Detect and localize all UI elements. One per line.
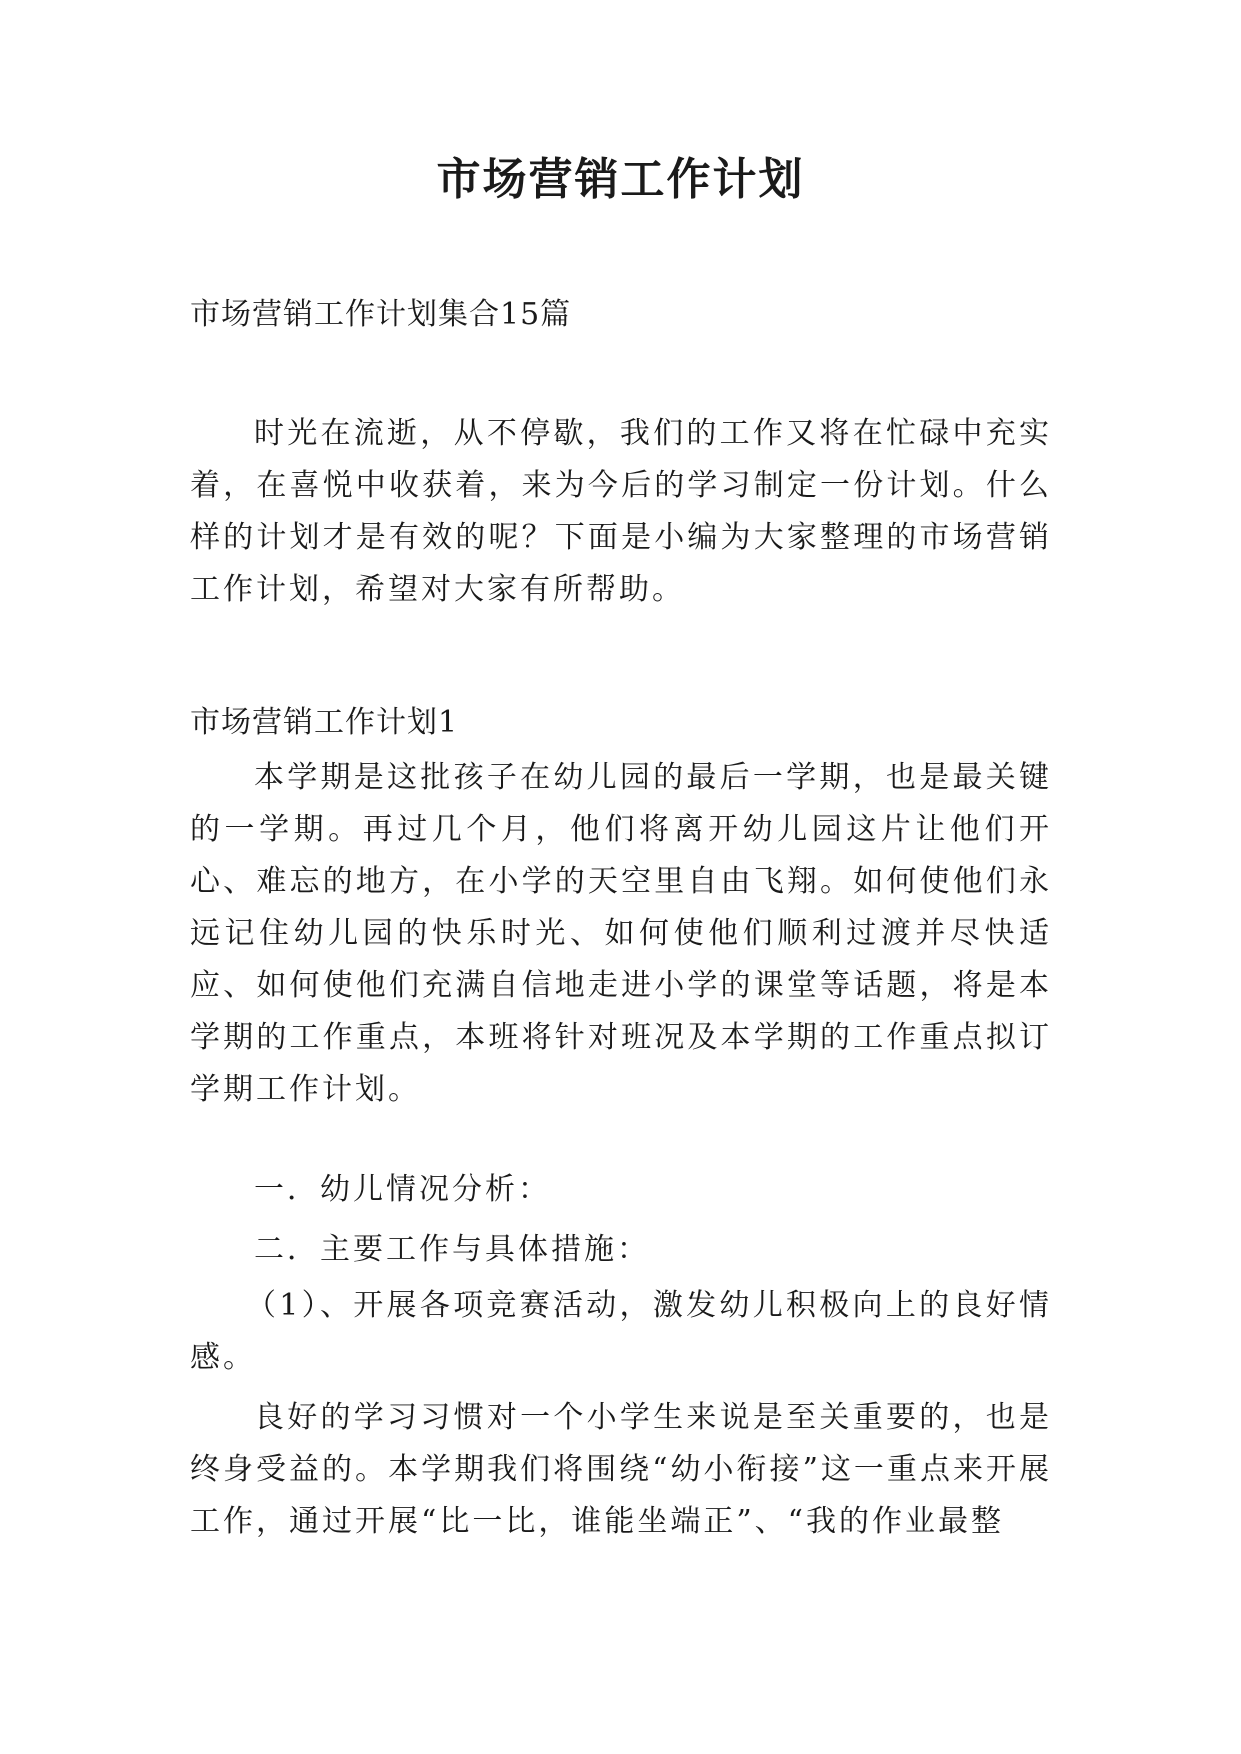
body-paragraph-2: 良好的学习习惯对一个小学生来说是至关重要的，也是终身受益的。本学期我们将围绕“幼小衔接”这一重点来开展工作，通过开展“比一比，谁能坐端正”、“我的作业最整 xyxy=(190,1400,1052,1539)
list-item-3: （1）、开展各项竞赛活动，激发幼儿积极向上的良好情感。 xyxy=(190,1288,1052,1375)
list-item-1: 一．幼儿情况分析： xyxy=(254,1172,551,1207)
document-subtitle: 市场营销工作计划集合15篇 xyxy=(190,297,572,332)
document-title: 市场营销工作计划 xyxy=(436,154,805,205)
list-item-2: 二．主要工作与具体措施： xyxy=(254,1232,650,1267)
section-heading: 市场营销工作计划1 xyxy=(190,705,459,740)
intro-paragraph: 时光在流逝，从不停歇，我们的工作又将在忙碌中充实着，在喜悦中收获着，来为今后的学习制定一份计划。什么样的计划才是有效的呢？下面是小编为大家整理的市场营销工作计划，希望对大家有所帮助。 xyxy=(190,416,1052,607)
body-paragraph-1: 本学期是这批孩子在幼儿园的最后一学期，也是最关键的一学期。再过几个月，他们将离开幼儿园这片让他们开心、难忘的地方，在小学的天空里自由飞翔。如何使他们永远记住幼儿园的快乐时光、如何使他们顺利过渡并尽快适应、如何使他们充满自信地走进小学的课堂等话题，将是本学期的工作重点，本班将针对班况及本学期的工作重点拟订学期工作计划。 xyxy=(190,760,1052,1107)
